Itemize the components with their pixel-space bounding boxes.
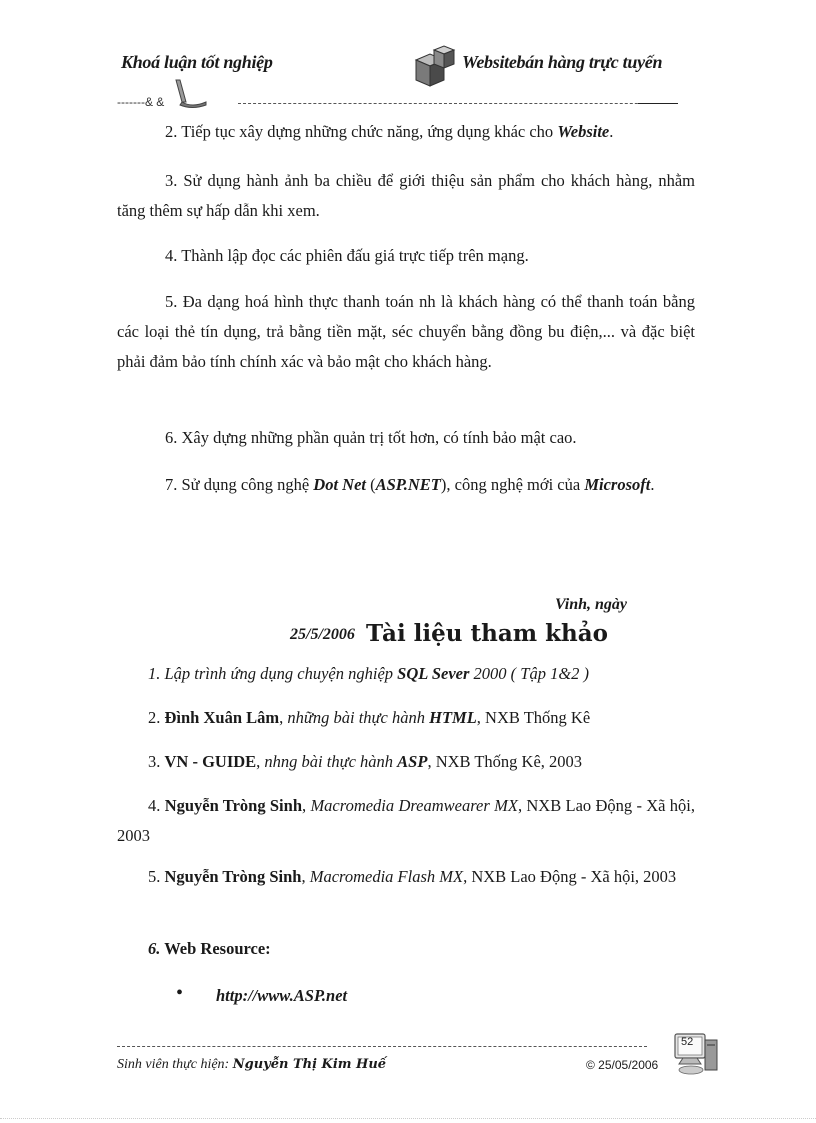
list-item-6: 6. Xây dựng những phần quản trị tốt hơn, có tính bảo mật cao.	[165, 428, 577, 447]
reference-5: 5. Nguyễn Tròng Sinh, Macromedia Flash MX, NXB Lao Động - Xã hội, 2003	[148, 867, 677, 886]
pen-icon	[170, 78, 210, 108]
page-bottom-edge	[0, 1118, 816, 1119]
header-right-title: Websitebán hàng trực tuyến	[462, 52, 663, 72]
header-divider-end	[638, 103, 678, 104]
header-left-title: Khoá luận tốt nghiệp	[121, 52, 273, 72]
list-item-5: 5. Đa dạng hoá hình thực thanh toán nh là khách hàng có thể thanh toán bằng các loại thẻ tín dụng, trả bằng tiền mặt, séc chuyển bằng đồng bu điện,... và đặc biệt phải đảm bảo tính chính xác và bảo mật cho khách hàng.	[117, 292, 695, 371]
footer-divider	[117, 1046, 647, 1047]
header-divider	[238, 103, 678, 104]
cubes-icon	[412, 42, 456, 90]
reference-6-heading: 6. Web Resource:	[148, 939, 271, 958]
footer-student: Sinh viên thực hiện: Nguyễn Thị Kim Huế	[117, 1057, 387, 1072]
web-resource-link[interactable]: http://www.ASP.net	[216, 986, 348, 1005]
reference-4: 4. Nguyễn Tròng Sinh, Macromedia Dreamwearer MX, NXB Lao Động - Xã hội, 2003	[117, 796, 696, 845]
computer-icon	[671, 1030, 721, 1078]
footer-copyright: © 25/05/2006	[586, 1058, 659, 1072]
page-number: 52	[681, 1036, 694, 1048]
list-item-4: 4. Thành lập đọc các phiên đấu giá trực tiếp trên mạng.	[165, 246, 529, 265]
reference-3: 3. VN - GUIDE, nhng bài thực hành ASP, NXB Thống Kê, 2003	[148, 752, 583, 771]
bullet: •	[176, 982, 184, 1004]
header-rule-text: -------& &	[117, 95, 165, 109]
signature-place: Vinh, ngày	[555, 596, 628, 613]
reference-1: 1. Lập trình ứng dụng chuyện nghiệp SQL Sever 2000 ( Tập 1&2 )	[148, 664, 590, 683]
list-item-2: 2. Tiếp tục xây dựng những chức năng, ứng dụng khác cho Website.	[165, 122, 614, 141]
references-title: Tài liệu tham khảo	[366, 620, 609, 647]
signature-date: 25/5/2006	[290, 626, 355, 643]
list-item-7: 7. Sử dụng công nghệ Dot Net (ASP.NET), công nghệ mới của Microsoft.	[165, 475, 655, 494]
list-item-3: 3. Sử dụng hành ảnh ba chiều để giới thiệu sản phẩm cho khách hàng, nhằm tăng thêm sự hấp dẫn khi xem.	[117, 171, 695, 220]
reference-2: 2. Đình Xuân Lâm, những bài thực hành HTML, NXB Thống Kê	[148, 708, 591, 727]
